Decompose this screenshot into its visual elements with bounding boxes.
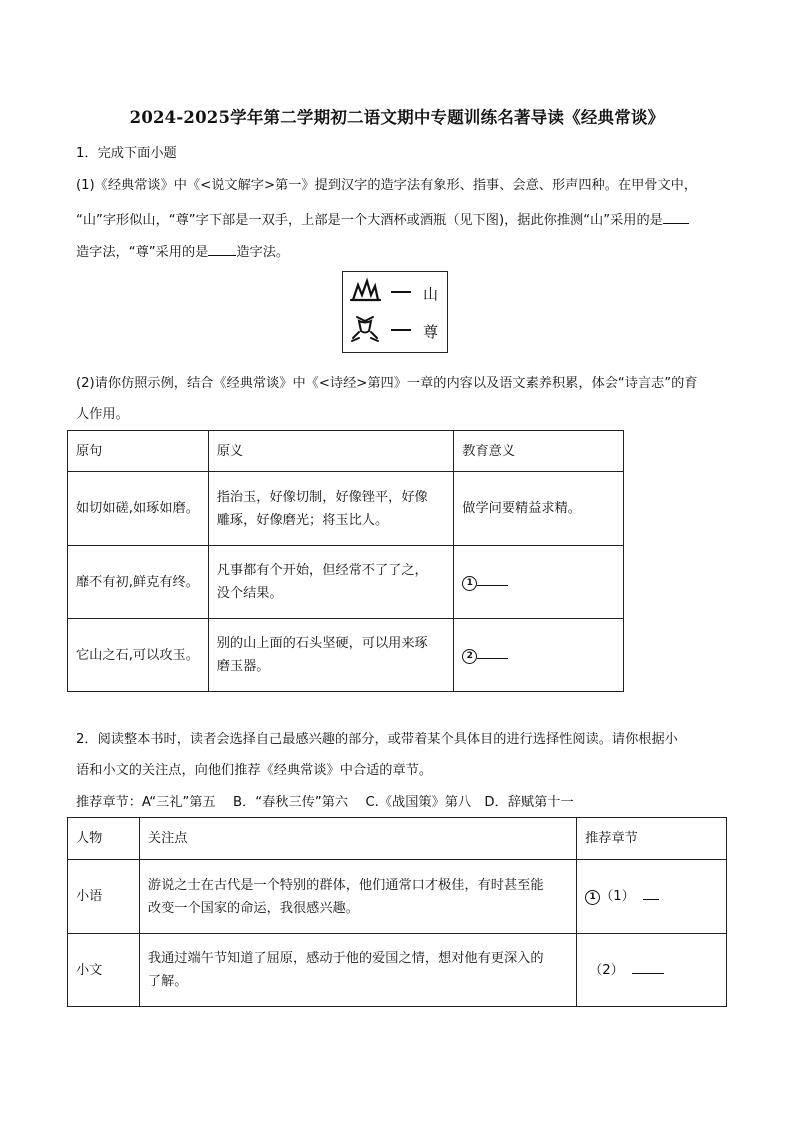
table-row [68, 860, 727, 934]
header-education: 教育意义 [454, 431, 624, 472]
circled-number-1: 1 [462, 576, 477, 591]
meaning-line: 没个结果。 [216, 586, 283, 601]
q1-p2-line2: 人作用。 [76, 407, 129, 422]
circled-number-1: 1 [585, 890, 600, 905]
oracle-zun-glyph [352, 317, 378, 341]
cell-original: 它山之石,可以攻玉。 [68, 619, 209, 692]
figure-label-zun: 尊 [423, 323, 439, 341]
table-row [68, 934, 727, 1007]
header-person: 人物 [68, 818, 140, 860]
q1-p2-line1: (2)请你仿照示例，结合《经典常谈》中《<诗经>第四》一章的内容以及语文素养积累，体会“诗言志”的育 [76, 376, 698, 391]
shijing-table [67, 430, 624, 692]
oracle-bone-figure [342, 271, 448, 353]
q1-p1-line2 [76, 209, 689, 230]
focus-line: 了解。 [147, 974, 188, 989]
meaning-line: 磨玉器。 [216, 659, 270, 674]
answer-blank-q2-1[interactable] [643, 887, 659, 900]
figure-label-shan: 山 [423, 285, 439, 303]
header-original: 原句 [68, 431, 209, 472]
q1-p1-line3-post: 造字法。 [236, 245, 290, 260]
answer-blank-2[interactable] [477, 646, 508, 659]
cell-chapter-answer[interactable] [577, 860, 727, 934]
answer-label-1: （1） [600, 889, 635, 904]
cell-education: 做学问要精益求精。 [454, 472, 624, 546]
cell-meaning [208, 619, 454, 692]
recommend-table [67, 817, 727, 1007]
cell-original: 靡不有初,鲜克有终。 [68, 546, 209, 619]
q1-p1-line3-pre: 造字法，“尊”采用的是 [76, 245, 209, 260]
focus-line: 我通过端午节知道了屈原，感动于他的爱国之情，想对他有更深入的 [147, 951, 544, 966]
table-header-row [68, 431, 624, 472]
answer-label-2: （2） [589, 962, 624, 978]
header-chapter: 推荐章节 [577, 818, 727, 860]
cell-meaning [208, 472, 454, 546]
cell-education-answer[interactable] [454, 546, 624, 619]
q2-options: 推荐章节：A“三礼”第五 B．“春秋三传”第六 C.《战国策》第八 D．辞赋第十一 [76, 795, 574, 810]
q1-p1-line2-text: “山”字形似山，“尊”字下部是一双手，上部是一个大酒杯或酒瓶（见下图)，据此你推测“山”采用的是 [76, 213, 663, 228]
q1-heading: 1．完成下面小题 [76, 146, 177, 161]
header-focus: 关注点 [139, 818, 576, 860]
cell-education-answer[interactable] [454, 619, 624, 692]
meaning-line: 凡事都有个开始，但经常不了了之， [216, 563, 428, 578]
table-row [68, 546, 624, 619]
oracle-shan-glyph [351, 281, 380, 300]
table-row [68, 619, 624, 692]
cell-focus [139, 934, 576, 1007]
table-header-row [68, 818, 727, 860]
meaning-line: 指治玉，好像切制，好像锉平，好像 [216, 489, 428, 505]
q1-p1-line3 [76, 241, 289, 262]
cell-person: 小文 [68, 934, 140, 1007]
focus-line: 改变一个国家的命运，我很感兴趣。 [147, 900, 359, 916]
cell-original: 如切如磋,如琢如磨。 [68, 472, 209, 546]
q2-line2: 语和小文的关注点，向他们推荐《经典常谈》中合适的章节。 [76, 763, 433, 778]
answer-blank-q2-2[interactable] [632, 961, 664, 974]
answer-blank-shan[interactable] [663, 209, 689, 224]
cell-meaning [208, 546, 454, 619]
circled-number-2: 2 [462, 649, 477, 664]
q2-line1: 2．阅读整本书时，读者会选择自己最感兴趣的部分，或带着某个具体目的进行选择性阅读。请你根据小 [76, 732, 678, 747]
table-row [68, 472, 624, 546]
focus-line: 游说之士在古代是一个特别的群体，他们通常口才极佳，有时甚至能 [147, 877, 544, 893]
cell-person: 小语 [68, 860, 140, 934]
meaning-line: 雕琢，好像磨光；将玉比人。 [216, 512, 389, 528]
answer-blank-1[interactable] [477, 573, 508, 586]
answer-blank-zun[interactable] [208, 241, 236, 256]
page-title: 2024-2025学年第二学期初二语文期中专题训练名著导读《经典常谈》 [129, 108, 665, 127]
q1-p1-line1: (1)《经典常谈》中《<说文解字>第一》提到汉字的造字法有象形、指事、会意、形声四种。在甲骨文中， [76, 178, 698, 193]
cell-chapter-answer[interactable] [577, 934, 727, 1007]
header-meaning: 原义 [208, 431, 454, 472]
meaning-line: 别的山上面的石头坚硬，可以用来琢 [216, 636, 428, 651]
cell-focus [139, 860, 576, 934]
